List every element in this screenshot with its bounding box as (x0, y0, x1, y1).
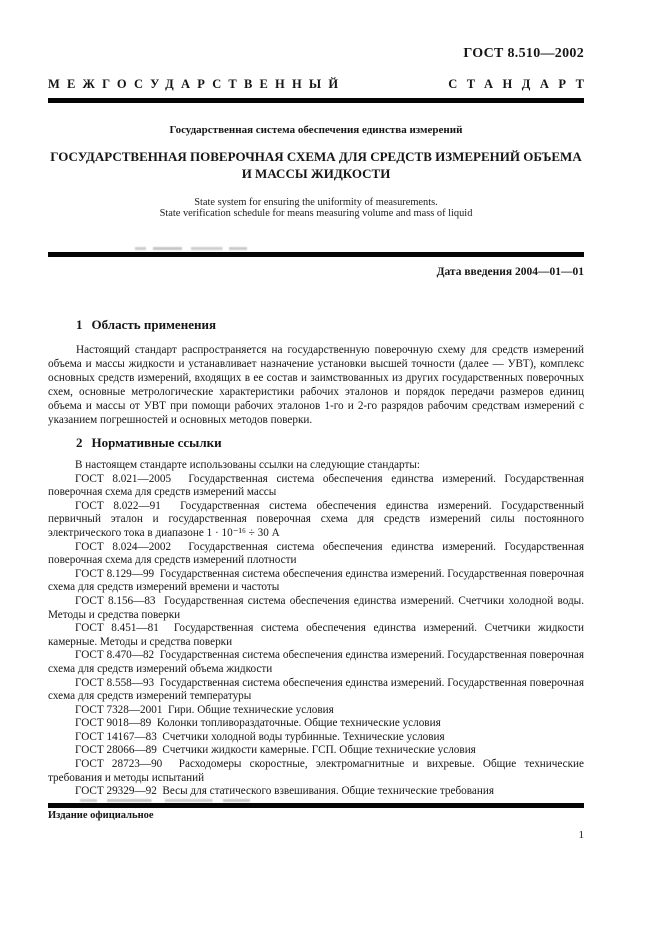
reference-item: ГОСТ 8.024—2002 Государственная система обеспечения единства измерений. Государственная поверочная схема для средств измерений плотности (48, 540, 587, 567)
document-title-ru (48, 149, 584, 182)
section-1-heading (48, 317, 584, 333)
bleed-through-smudge (80, 799, 250, 802)
section-2-number: 2 (76, 435, 83, 450)
effective-date: Дата введения 2004—01—01 (436, 266, 584, 278)
document-title-en-line2: State verification schedule for means measuring volume and mass of liquid (159, 208, 473, 219)
section-2-heading (48, 435, 584, 451)
bleed-through-smudge (135, 247, 247, 250)
doc-code: ГОСТ 8.510—2002 (463, 46, 584, 61)
reference-item: ГОСТ 29329—92 Весы для статического взвешивания. Общие технические требования (75, 785, 495, 798)
standard-type-word-1: МЕЖГОСУДАРСТВЕННЫЙ (48, 77, 346, 91)
reference-item: ГОСТ 8.156—83 Государственная система обеспечения единства измерений. Счетчики холодной воды. Методы и средства поверки (48, 594, 587, 621)
document-title-en (48, 197, 584, 219)
reference-item: ГОСТ 8.129—99 Государственная система обеспечения единства измерений. Государственная поверочная схема для средств измерений времени и частоты (48, 567, 587, 594)
references-intro: В настоящем стандарте использованы ссылки на следующие стандарты: (75, 459, 420, 471)
normative-references-list (48, 459, 587, 799)
reference-item: ГОСТ 28723—90 Расходомеры скоростные, электромагнитные и вихревые. Общие технические требования и методы испытаний (48, 758, 587, 784)
reference-item: ГОСТ 14167—83 Счетчики холодной воды турбинные. Технические условия (75, 730, 445, 743)
reference-item: ГОСТ 8.021—2005 Государственная система обеспечения единства измерений. Государственная поверочная схема для средств измерений массы (48, 472, 587, 499)
reference-item: ГОСТ 8.022—91 Государственная система обеспечения единства измерений. Государственный первичный эталон и государственная поверочная схема для средств измерений силы постоянного электрического тока в диапазоне 1 · 10⁻¹⁶ ÷ 30 А (48, 499, 587, 539)
section-2-title: Нормативные ссылки (91, 435, 222, 450)
reference-item: ГОСТ 7328—2001 Гири. Общие технические условия (75, 703, 334, 716)
section-1-paragraph: Настоящий стандарт распространяется на государственную поверочную схему для средств измерений объема и массы жидкости и устанавливает назначение установки высшей точности (далее — УВТ), комплекс основных средств измерений, входящих в ее состав и заимствованных из других государственных поверочных схем, основные метрологические характеристики рабочих эталонов и порядок передачи размеров единиц объема и массы от УВТ при помощи рабочих эталонов 1-го и 2-го разрядов рабочим средствам измерений с указанием погрешностей и основных методов поверки. (48, 344, 584, 426)
section-1-number: 1 (76, 317, 83, 332)
gsi-system-line: Государственная система обеспечения единства измерений (169, 124, 463, 136)
document-title-en-line1: State system for ensuring the uniformity of measurements. (194, 197, 438, 208)
standard-type-line (48, 77, 594, 92)
header-rule (48, 98, 584, 103)
footer-rule (48, 803, 584, 808)
standard-type-word-2: СТАНДАРТ (448, 77, 594, 91)
title-separator-rule (48, 252, 584, 257)
reference-item: ГОСТ 8.451—81 Государственная система обеспечения единства измерений. Счетчики жидкости камерные. Методы и средства поверки (48, 622, 587, 648)
reference-item: ГОСТ 28066—89 Счетчики жидкости камерные. ГСП. Общие технические условия (75, 744, 476, 757)
page-number: 1 (578, 829, 584, 841)
document-title-ru-line1: ГОСУДАРСТВЕННАЯ ПОВЕРОЧНАЯ СХЕМА ДЛЯ СРЕДСТВ ИЗМЕРЕНИЙ ОБЪЕМА (50, 149, 582, 164)
edition-note: Издание официальное (48, 810, 154, 821)
reference-item: ГОСТ 9018—89 Колонки топливораздаточные. Общие технические условия (75, 717, 441, 730)
section-1-title: Область применения (91, 317, 216, 332)
reference-item: ГОСТ 8.558—93 Государственная система обеспечения единства измерений. Государственная поверочная схема для средств измерений температуры (48, 676, 587, 703)
reference-item: ГОСТ 8.470—82 Государственная система обеспечения единства измерений. Государственная поверочная схема для средств измерений объема жидкости (48, 649, 587, 675)
document-title-ru-line2: И МАССЫ ЖИДКОСТИ (241, 165, 391, 181)
